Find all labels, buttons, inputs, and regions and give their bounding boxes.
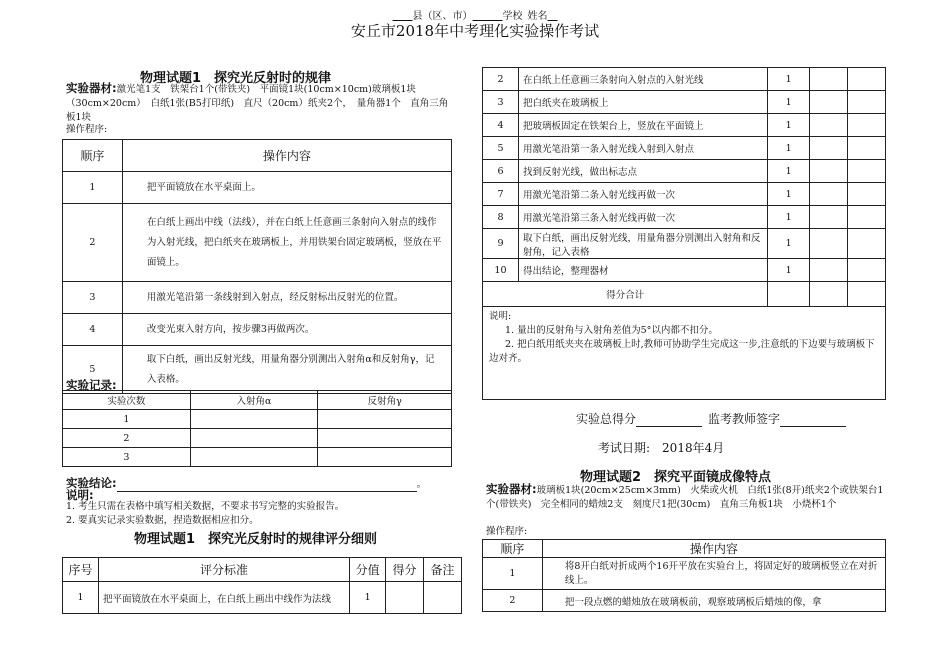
q1-record-label: 实验记录: — [66, 378, 117, 392]
score-row-no: 4 — [483, 114, 519, 137]
total-score-label: 实验总得分 — [576, 412, 637, 426]
score-row-points: 1 — [768, 259, 810, 282]
score-row-no: 10 — [483, 259, 519, 282]
score-cell[interactable] — [810, 114, 848, 137]
q2-procedure-label: 操作程序: — [486, 526, 528, 537]
header-no: 序号 — [63, 558, 99, 582]
remark-cell[interactable] — [848, 229, 886, 259]
score-cell[interactable] — [810, 229, 848, 259]
score-row-no: 6 — [483, 160, 519, 183]
teacher-sign-blank[interactable] — [780, 414, 846, 427]
name-label: 姓名 — [527, 11, 548, 22]
total-label: 得分合计 — [483, 282, 768, 307]
q1-conclusion — [66, 472, 426, 492]
table-row — [483, 590, 886, 612]
remark-cell[interactable] — [848, 183, 886, 206]
score-row-text: 在白纸上任意画三条射向入射点的入射光线 — [518, 68, 767, 91]
table-row — [63, 204, 452, 282]
remark-cell[interactable] — [848, 160, 886, 183]
header-content: 操作内容 — [122, 140, 451, 172]
step-text: 将8开白纸对折成两个16开平放在实验台上，将固定好的玻璃板竖立在对折线上。 — [542, 558, 885, 590]
reflect-angle-cell[interactable] — [318, 429, 452, 448]
remark-cell[interactable] — [848, 91, 886, 114]
q1-scoring-table — [62, 557, 462, 614]
q1-procedure-label: 操作程序: — [66, 124, 108, 135]
q1-equipment-text: 激光笔1支 铁架台1个(带铁夹) 平面镜1块(10cm×10cm)玻璃板1块（30cm×20cm） 白纸1张(B5打印纸) 直尺（20cm）纸夹2个， 量角器1个 直角三角板1块 — [66, 84, 449, 123]
step-text: 用激光笔沿第一条线射到入射点，经反射标出反射光的位置。 — [122, 282, 451, 314]
header-points: 分值 — [350, 558, 386, 582]
table-row — [483, 558, 886, 590]
score-cell[interactable] — [810, 91, 848, 114]
table-row — [483, 259, 886, 282]
score-row-text: 把玻璃板固定在铁架台上，竖放在平面镜上 — [518, 114, 767, 137]
step-number: 2 — [483, 590, 543, 612]
score-cell[interactable] — [810, 160, 848, 183]
q1-scoring-table-continued — [482, 67, 886, 400]
q1-procedure-table — [62, 139, 452, 394]
q1-conclusion-label: 实验结论: — [66, 476, 117, 490]
q1-equipment-label: 实验器材: — [66, 81, 117, 95]
q1-scoring-title: 物理试题1 探究光反射时的规律评分细则 — [134, 532, 378, 547]
score-row-no: 5 — [483, 137, 519, 160]
trial-number: 1 — [63, 410, 191, 429]
score-row-points: 1 — [768, 160, 810, 183]
score-row-no: 2 — [483, 68, 519, 91]
score-row-no: 3 — [483, 91, 519, 114]
remark-item: 2. 把白纸用纸夹夹在玻璃板上时,教师可协助学生完成这一步,注意纸的下边要与玻璃板下边对齐。 — [489, 339, 875, 364]
score-row-no: 8 — [483, 206, 519, 229]
table-row — [63, 314, 452, 346]
score-row-points: 1 — [768, 114, 810, 137]
remark-cell[interactable] — [848, 68, 886, 91]
step-number: 5 — [63, 346, 123, 394]
teacher-sign-label: 监考教师签字 — [708, 412, 781, 426]
q1-record-table — [62, 390, 452, 467]
trial-number: 3 — [63, 448, 191, 467]
score-row-points: 1 — [768, 206, 810, 229]
table-row — [63, 410, 452, 429]
header-order: 顺序 — [483, 540, 543, 558]
score-row-text: 找到反射光线，做出标志点 — [518, 160, 767, 183]
score-row-text: 用激光笔沿第一条入射光线入射到入射点 — [518, 137, 767, 160]
header-score: 得分 — [386, 558, 424, 582]
school-label: 学校 — [502, 11, 523, 22]
incident-angle-cell[interactable] — [190, 448, 318, 467]
header-content: 操作内容 — [542, 540, 885, 558]
remarks-row — [483, 307, 886, 400]
q2-title: 物理试题2 探究平面镜成像特点 — [580, 470, 772, 485]
table-row — [63, 282, 452, 314]
table-row — [483, 183, 886, 206]
q2-procedure-table — [482, 539, 886, 612]
trial-number: 2 — [63, 429, 191, 448]
conclusion-blank[interactable] — [117, 479, 417, 492]
score-row-text: 得出结论，整理器材 — [518, 259, 767, 282]
score-row-no: 1 — [63, 582, 99, 614]
note-item: 2. 要真实记录实验数据，捏造数据相应扣分。 — [66, 515, 259, 526]
score-row-text: 取下白纸，画出反射光线，用量角器分别测出入射角和反射角，记入表格 — [518, 229, 767, 259]
header-trial: 实验次数 — [63, 391, 191, 410]
remark-cell[interactable] — [848, 206, 886, 229]
total-score-blank[interactable] — [636, 414, 702, 427]
score-row-points: 1 — [768, 68, 810, 91]
step-number: 1 — [63, 172, 123, 204]
county-label: 县（区、市） — [412, 11, 473, 22]
score-row-text: 用激光笔沿第三条入射光线再做一次 — [518, 206, 767, 229]
table-row — [63, 429, 452, 448]
step-number: 2 — [63, 204, 123, 282]
remarks-cell — [483, 307, 886, 400]
table-row — [483, 114, 886, 137]
table-row — [63, 448, 452, 467]
header-order: 顺序 — [63, 140, 123, 172]
table-row — [483, 91, 886, 114]
remark-cell[interactable] — [848, 137, 886, 160]
remark-cell[interactable] — [424, 582, 462, 614]
step-number: 4 — [63, 314, 123, 346]
q2-equipment — [486, 482, 886, 512]
step-text: 改变光束入射方向，按步骤3再做两次。 — [122, 314, 451, 346]
step-text: 把一段点燃的蜡烛放在玻璃板前，观察玻璃板后蜡烛的像，拿 — [542, 590, 885, 612]
reflect-angle-cell[interactable] — [318, 410, 452, 429]
incident-angle-cell[interactable] — [190, 429, 318, 448]
q1-notes-label: 说明: — [66, 488, 94, 502]
score-row-points: 1 — [768, 137, 810, 160]
table-header-row — [63, 391, 452, 410]
table-row — [483, 160, 886, 183]
step-text: 把平面镜放在水平桌面上。 — [122, 172, 451, 204]
remark-item: 1. 量出的反射角与入射角差值为5°以内都不扣分。 — [505, 325, 718, 336]
table-row — [483, 229, 886, 259]
table-row — [483, 68, 886, 91]
q2-equipment-text: 玻璃板1块(20cm×25cm×3mm) 火柴或火机 白纸1张(8开)纸夹2个或铁架台1个(带铁夹) 完全相同的蜡烛2支 刻度尺1把(30cm) 直角三角板1块 小烧杯1个 — [486, 485, 884, 510]
conclusion-end: 。 — [416, 479, 427, 490]
step-text: 在白纸上画出中线（法线），并在白纸上任意画三条射向入射点的线作为入射光线，把白纸夹在玻璃板上，并用铁架台固定玻璃板，竖放在平面镜上。 — [122, 204, 451, 282]
signature-line — [576, 410, 846, 427]
score-row-points: 1 — [768, 91, 810, 114]
total-score-cell[interactable] — [810, 282, 848, 307]
total-remark-cell[interactable] — [848, 282, 886, 307]
table-row — [483, 206, 886, 229]
score-cell[interactable] — [386, 582, 424, 614]
remarks-label: 说明: — [489, 311, 512, 322]
header-incident-angle: 入射角α — [190, 391, 318, 410]
table-row — [63, 172, 452, 204]
table-row — [483, 137, 886, 160]
incident-angle-cell[interactable] — [190, 410, 318, 429]
table-header-row — [63, 140, 452, 172]
total-row — [483, 282, 886, 307]
header-criteria: 评分标准 — [98, 558, 349, 582]
reflect-angle-cell[interactable] — [318, 448, 452, 467]
exam-title: 安丘市2018年中考理化实验操作考试 — [350, 22, 600, 40]
score-row-points: 1 — [350, 582, 386, 614]
q1-title: 物理试题1 探究光反射时的规律 — [140, 71, 332, 86]
table-header-row — [483, 540, 886, 558]
score-row-text: 把平面镜放在水平桌面上，在白纸上画出中线作为法线 — [98, 582, 349, 614]
score-cell[interactable] — [810, 183, 848, 206]
table-row — [63, 346, 452, 394]
q1-notes — [66, 500, 456, 528]
table-header-row — [63, 558, 462, 582]
score-row-no: 7 — [483, 183, 519, 206]
score-cell[interactable] — [810, 206, 848, 229]
remark-cell[interactable] — [848, 114, 886, 137]
step-number: 1 — [483, 558, 543, 590]
score-row-text: 用激光笔沿第二条入射光线再做一次 — [518, 183, 767, 206]
step-text: 取下白纸，画出反射光线，用量角器分别测出入射角α和反射角γ，记入表格。 — [122, 346, 451, 394]
score-row-points: 1 — [768, 229, 810, 259]
score-cell[interactable] — [810, 137, 848, 160]
header-remark: 备注 — [424, 558, 462, 582]
score-row-points: 1 — [768, 183, 810, 206]
step-number: 3 — [63, 282, 123, 314]
score-cell[interactable] — [810, 259, 848, 282]
header-reflect-angle: 反射角γ — [318, 391, 452, 410]
score-cell[interactable] — [810, 68, 848, 91]
score-row-text: 把白纸夹在玻璃板上 — [518, 91, 767, 114]
note-item: 1. 考生只需在表格中填写相关数据，不要求书写完整的实验报告。 — [66, 501, 345, 512]
exam-date: 考试日期: 2018年4月 — [598, 441, 725, 455]
q2-equipment-label: 实验器材: — [486, 482, 537, 496]
table-row — [63, 582, 462, 614]
q1-equipment — [66, 81, 456, 125]
remark-cell[interactable] — [848, 259, 886, 282]
total-points-cell[interactable] — [768, 282, 810, 307]
score-row-no: 9 — [483, 229, 519, 259]
